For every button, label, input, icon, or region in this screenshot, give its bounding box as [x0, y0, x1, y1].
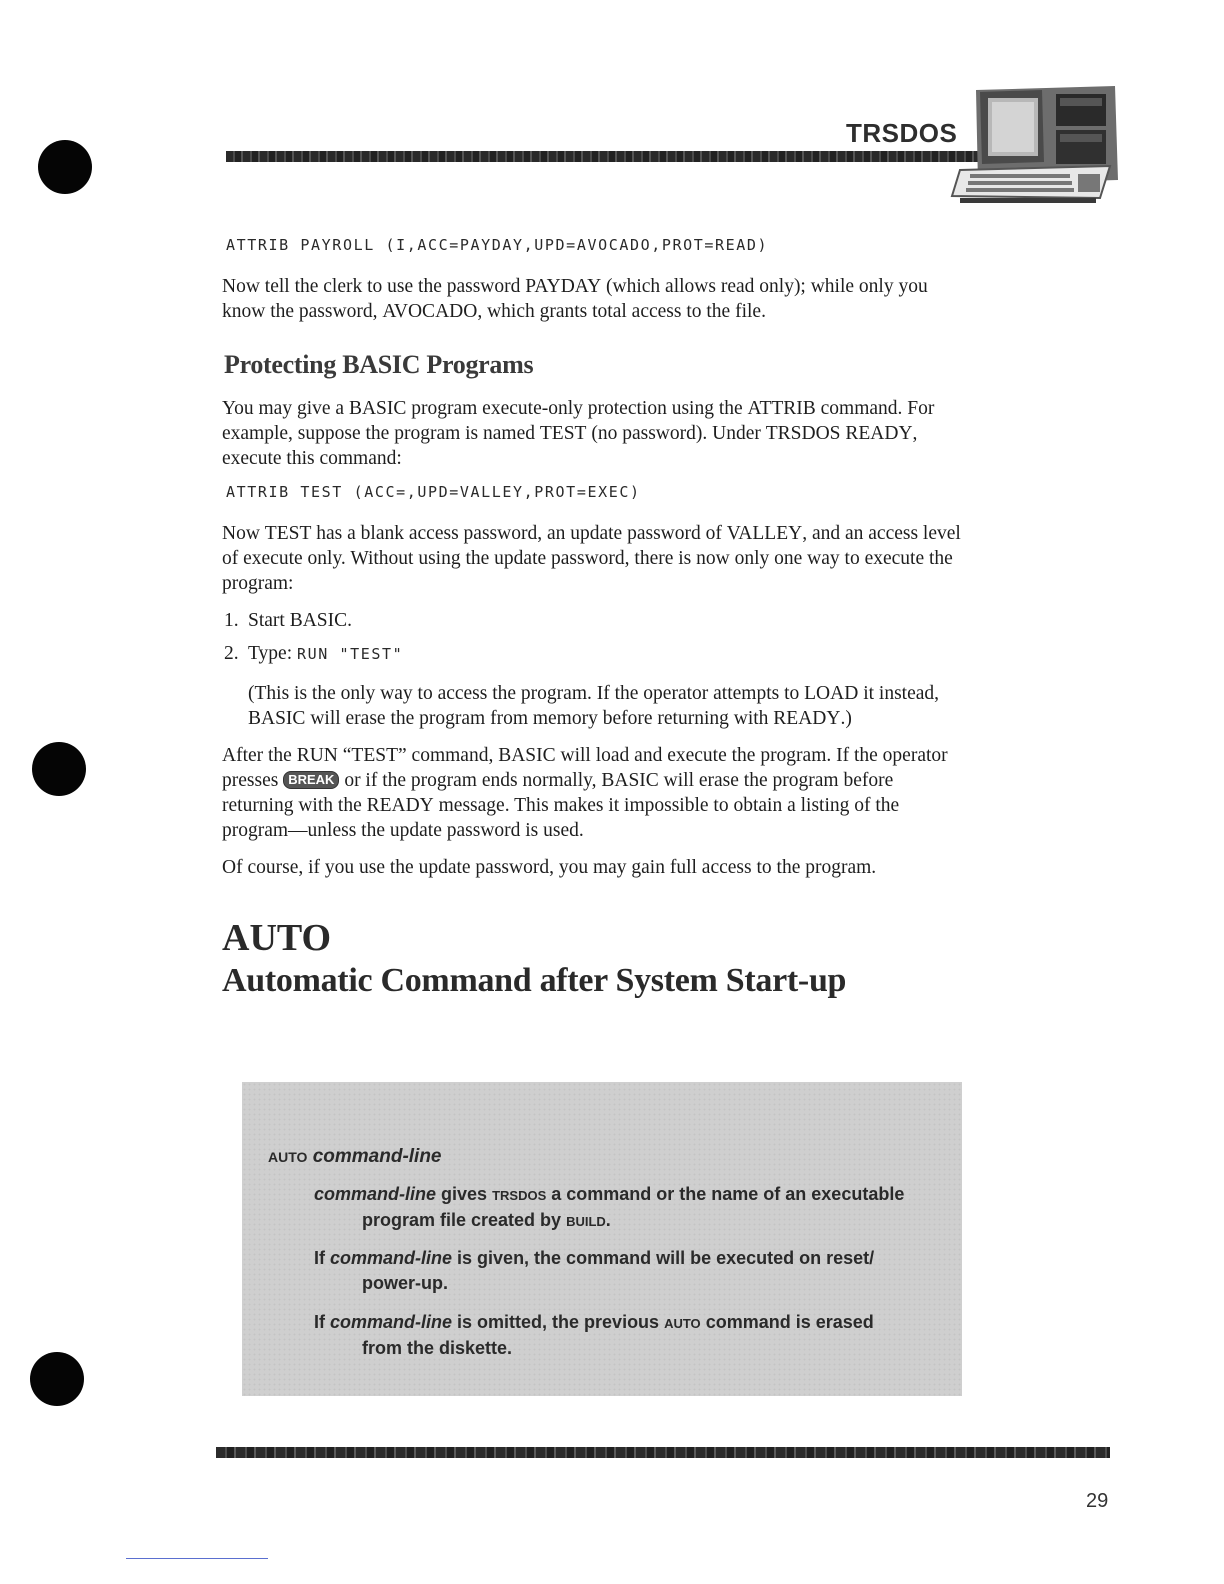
section-heading: Protecting BASIC Programs — [224, 350, 534, 379]
paragraph-test-access: Now TEST has a blank access password, an update password of VALLEY, and an access level of execute only. Without using the update password, there is now only one way to execute the program: — [222, 523, 961, 594]
computer-illustration-icon — [950, 80, 1120, 206]
punch-hole — [32, 742, 86, 796]
note-paragraph: (This is the only way to access the program. If the operator attempts to LOAD it instead, BASIC will erase the program from memory before returning with READY.) — [248, 683, 940, 729]
punch-hole — [30, 1352, 84, 1406]
syntax-description: command-line gives TRSDOS a command or the name of an executable program file created by BUILD. — [314, 1184, 905, 1230]
punch-hole — [38, 140, 92, 194]
code-example-payroll: ATTRIB PAYROLL (I,ACC=PAYDAY,UPD=AVOCADO,PROT=READ) — [226, 236, 769, 254]
paragraph-password: Now tell the clerk to use the password PAYDAY (which allows read only); while only you know the password, AVOCADO, which grants total access to the file. — [222, 276, 928, 322]
list-item: 2. Type: RUN "TEST" — [224, 643, 404, 664]
paragraph-after-run: After the RUN “TEST” command, BASIC will load and execute the program. If the operator presses BREAK or if the program ends normally, BASIC will erase the program before returning with the READY message. This makes it impossible to obtain a listing of the program—unless the update password is used. — [222, 745, 948, 841]
running-header-title: TRSDOS — [846, 118, 958, 148]
syntax-line: AUTO command-line — [268, 1146, 442, 1167]
syntax-description: If command-line is omitted, the previous AUTO command is erased from the diskette. — [314, 1312, 874, 1358]
list-item: 1. Start BASIC. — [224, 610, 353, 631]
syntax-box — [242, 1082, 962, 1396]
code-example-test: ATTRIB TEST (ACC=,UPD=VALLEY,PROT=EXEC) — [226, 483, 641, 501]
footer-rule — [216, 1447, 1110, 1458]
break-key: BREAK — [283, 771, 339, 789]
header-rule — [226, 151, 996, 162]
paragraph-update-password: Of course, if you use the update password, you may gain full access to the program. — [222, 857, 877, 878]
bottom-mark — [126, 1558, 268, 1559]
paragraph-basic-protection: You may give a BASIC program execute-only protection using the ATTRIB command. For example, suppose the program is named TEST (no password). Under TRSDOS READY, execute this command: — [222, 398, 935, 469]
page-number: 29 — [1086, 1490, 1109, 1512]
page-content — [222, 236, 962, 1000]
auto-command-subtitle: Automatic Command after System Start-up — [222, 962, 847, 999]
syntax-description: If command-line is given, the command will be executed on reset/ power-up. — [314, 1248, 875, 1293]
code-run-test: RUN "TEST" — [297, 645, 404, 663]
auto-command-title: AUTO — [222, 917, 332, 959]
